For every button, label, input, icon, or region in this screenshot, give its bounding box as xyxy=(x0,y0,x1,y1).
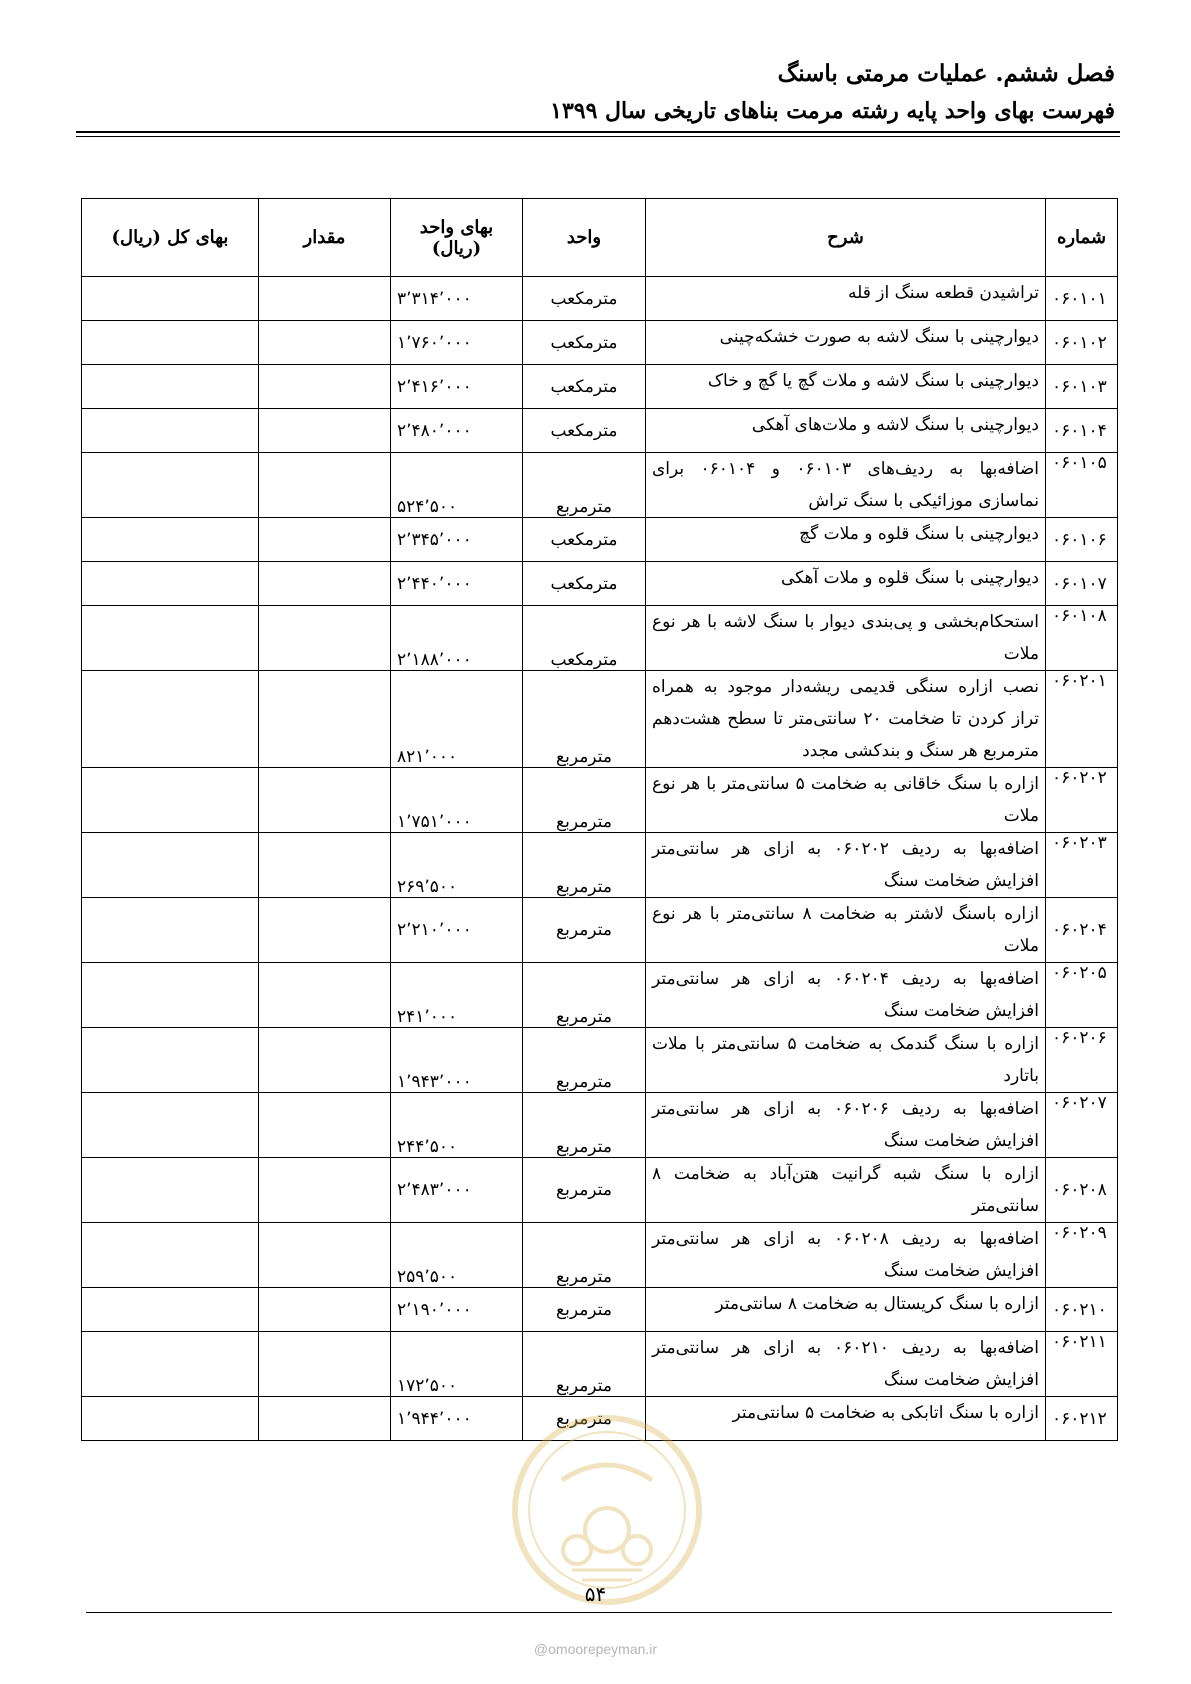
row-number: ۰۶۰۱۰۵ xyxy=(1046,453,1118,518)
row-unit-price: ۵۲۴٬۵۰۰ xyxy=(391,453,523,518)
table-row xyxy=(82,453,1118,518)
row-description: اضافه‌بها به ردیف ۰۶۰۲۱۰ به ازای هر سانتی‌متر افزایش ضخامت سنگ xyxy=(646,1332,1046,1397)
row-description: ازاره باسنگ لاشتر به ضخامت ۸ سانتی‌متر با هر نوع ملات xyxy=(646,898,1046,963)
row-unit-price: ۲۶۹٬۵۰۰ xyxy=(391,833,523,898)
row-total xyxy=(82,321,259,365)
row-unit: مترمکعب xyxy=(523,277,646,321)
table-row xyxy=(82,1288,1118,1332)
row-quantity xyxy=(259,1028,391,1093)
row-description: ازاره با سنگ شبه گرانیت هتن‌آباد به ضخامت ۸ سانتی‌متر xyxy=(646,1158,1046,1223)
row-description: ازاره با سنگ خاقانی به ضخامت ۵ سانتی‌متر با هر نوع ملات xyxy=(646,768,1046,833)
row-unit: مترمربع xyxy=(523,1158,646,1223)
row-number: ۰۶۰۱۰۲ xyxy=(1046,321,1118,365)
table-row xyxy=(82,277,1118,321)
row-quantity xyxy=(259,963,391,1028)
row-description: اضافه‌بها به ردیف ۰۶۰۲۰۸ به ازای هر سانتی‌متر افزایش ضخامت سنگ xyxy=(646,1223,1046,1288)
row-unit: مترمربع xyxy=(523,453,646,518)
row-total xyxy=(82,1397,259,1441)
row-total xyxy=(82,409,259,453)
header-unit: واحد xyxy=(523,199,646,277)
row-total xyxy=(82,898,259,963)
table-row xyxy=(82,1397,1118,1441)
chapter-title: فصل ششم. عملیات مرمتی باسنگ xyxy=(777,60,1115,87)
table-row xyxy=(82,1158,1118,1223)
row-unit-price: ۲٬۴۸۳٬۰۰۰ xyxy=(391,1158,523,1223)
document-subtitle: فهرست بهای واحد پایه رشته مرمت بناهای تاریخی سال ۱۳۹۹ xyxy=(550,98,1115,124)
row-number: ۰۶۰۱۰۸ xyxy=(1046,606,1118,671)
row-total xyxy=(82,1288,259,1332)
row-unit-price: ۸۲۱٬۰۰۰ xyxy=(391,671,523,768)
row-total xyxy=(82,453,259,518)
row-unit: مترمربع xyxy=(523,963,646,1028)
table-row xyxy=(82,833,1118,898)
row-quantity xyxy=(259,453,391,518)
row-quantity xyxy=(259,321,391,365)
header-description: شرح xyxy=(646,199,1046,277)
row-unit: مترمربع xyxy=(523,1288,646,1332)
row-description: دیوارچینی با سنگ قلوه و ملات آهکی xyxy=(646,562,1046,606)
row-description: اضافه‌بها به ردیف ۰۶۰۲۰۶ به ازای هر سانتی‌متر افزایش ضخامت سنگ xyxy=(646,1093,1046,1158)
row-number: ۰۶۰۲۰۳ xyxy=(1046,833,1118,898)
row-unit-price: ۲٬۴۸۰٬۰۰۰ xyxy=(391,409,523,453)
row-quantity xyxy=(259,409,391,453)
row-unit: مترمربع xyxy=(523,768,646,833)
row-total xyxy=(82,833,259,898)
table-row xyxy=(82,1223,1118,1288)
table-row xyxy=(82,409,1118,453)
row-unit: مترمکعب xyxy=(523,518,646,562)
table-row xyxy=(82,1028,1118,1093)
row-unit-price: ۲٬۱۹۰٬۰۰۰ xyxy=(391,1288,523,1332)
row-unit-price: ۱۷۲٬۵۰۰ xyxy=(391,1332,523,1397)
row-quantity xyxy=(259,1093,391,1158)
row-description: اضافه‌بها به ردیف ۰۶۰۲۰۲ به ازای هر سانتی‌متر افزایش ضخامت سنگ xyxy=(646,833,1046,898)
price-list-table xyxy=(81,198,1118,1441)
row-description: تراشیدن قطعه سنگ از قله xyxy=(646,277,1046,321)
row-unit: مترمربع xyxy=(523,1028,646,1093)
row-quantity xyxy=(259,365,391,409)
row-number: ۰۶۰۱۰۴ xyxy=(1046,409,1118,453)
row-total xyxy=(82,963,259,1028)
row-unit-price: ۱٬۷۵۱٬۰۰۰ xyxy=(391,768,523,833)
table-body xyxy=(82,277,1118,1441)
row-unit-price: ۲۴۱٬۰۰۰ xyxy=(391,963,523,1028)
row-total xyxy=(82,277,259,321)
row-number: ۰۶۰۲۱۲ xyxy=(1046,1397,1118,1441)
row-description: دیوارچینی با سنگ لاشه و ملات‌های آهکی xyxy=(646,409,1046,453)
row-number: ۰۶۰۲۰۱ xyxy=(1046,671,1118,768)
row-description: ازاره با سنگ کریستال به ضخامت ۸ سانتی‌متر xyxy=(646,1288,1046,1332)
row-number: ۰۶۰۲۰۷ xyxy=(1046,1093,1118,1158)
row-quantity xyxy=(259,1158,391,1223)
table-row xyxy=(82,606,1118,671)
row-total xyxy=(82,606,259,671)
row-unit-price: ۲٬۲۱۰٬۰۰۰ xyxy=(391,898,523,963)
row-unit: مترمکعب xyxy=(523,562,646,606)
row-unit: مترمکعب xyxy=(523,606,646,671)
row-number: ۰۶۰۲۱۱ xyxy=(1046,1332,1118,1397)
row-number: ۰۶۰۲۰۲ xyxy=(1046,768,1118,833)
row-number: ۰۶۰۲۰۵ xyxy=(1046,963,1118,1028)
row-unit-price: ۲۵۹٬۵۰۰ xyxy=(391,1223,523,1288)
row-total xyxy=(82,365,259,409)
row-total xyxy=(82,1332,259,1397)
row-unit-price: ۲٬۴۱۶٬۰۰۰ xyxy=(391,365,523,409)
row-total xyxy=(82,562,259,606)
table-row xyxy=(82,898,1118,963)
row-quantity xyxy=(259,277,391,321)
table-row xyxy=(82,518,1118,562)
row-quantity xyxy=(259,1288,391,1332)
row-unit: مترمکعب xyxy=(523,321,646,365)
row-description: دیوارچینی با سنگ لاشه و ملات گچ یا گچ و خاک xyxy=(646,365,1046,409)
row-number: ۰۶۰۲۰۴ xyxy=(1046,898,1118,963)
table-row xyxy=(82,768,1118,833)
row-unit-price: ۲٬۴۴۰٬۰۰۰ xyxy=(391,562,523,606)
row-quantity xyxy=(259,833,391,898)
row-unit: مترمربع xyxy=(523,671,646,768)
row-unit: مترمربع xyxy=(523,1093,646,1158)
row-total xyxy=(82,1158,259,1223)
row-description: دیوارچینی با سنگ لاشه به صورت خشکه‌چینی xyxy=(646,321,1046,365)
row-unit-price: ۳٬۳۱۴٬۰۰۰ xyxy=(391,277,523,321)
row-unit-price: ۲۴۴٬۵۰۰ xyxy=(391,1093,523,1158)
page-number: ۵۴ xyxy=(584,1582,607,1606)
row-total xyxy=(82,671,259,768)
footer-rule xyxy=(86,1612,1112,1613)
table-row xyxy=(82,321,1118,365)
row-quantity xyxy=(259,671,391,768)
header-number: شماره xyxy=(1046,199,1118,277)
row-total xyxy=(82,518,259,562)
row-quantity xyxy=(259,768,391,833)
row-number: ۰۶۰۱۰۱ xyxy=(1046,277,1118,321)
row-number: ۰۶۰۱۰۶ xyxy=(1046,518,1118,562)
row-total xyxy=(82,1223,259,1288)
row-total xyxy=(82,768,259,833)
website-watermark: @omoorepeyman.ir xyxy=(533,1641,658,1657)
row-quantity xyxy=(259,518,391,562)
header-unit-price: بهای واحد (ریال) xyxy=(391,199,523,277)
row-quantity xyxy=(259,562,391,606)
row-quantity xyxy=(259,898,391,963)
table-row xyxy=(82,671,1118,768)
row-quantity xyxy=(259,1332,391,1397)
table-row xyxy=(82,1332,1118,1397)
row-unit-price: ۱٬۷۶۰٬۰۰۰ xyxy=(391,321,523,365)
row-description: ازاره با سنگ اتابکی به ضخامت ۵ سانتی‌متر xyxy=(646,1397,1046,1441)
row-description: نصب ازاره سنگی قدیمی ریشه‌دار موجود به همراه تراز کردن تا ضخامت ۲۰ سانتی‌متر تا سطح هشت‌دهم مترمربع هر سنگ و بندکشی مجدد xyxy=(646,671,1046,768)
row-description: دیوارچینی با سنگ قلوه و ملات گچ xyxy=(646,518,1046,562)
row-quantity xyxy=(259,1397,391,1441)
row-total xyxy=(82,1028,259,1093)
row-unit: مترمربع xyxy=(523,1223,646,1288)
row-unit: مترمربع xyxy=(523,898,646,963)
row-unit-price: ۱٬۹۴۴٬۰۰۰ xyxy=(391,1397,523,1441)
row-number: ۰۶۰۲۰۸ xyxy=(1046,1158,1118,1223)
row-unit: مترمکعب xyxy=(523,365,646,409)
header-rule-thick xyxy=(76,131,1120,133)
row-number: ۰۶۰۲۰۹ xyxy=(1046,1223,1118,1288)
header-total: بهای کل (ریال) xyxy=(82,199,259,277)
row-unit-price: ۱٬۹۴۳٬۰۰۰ xyxy=(391,1028,523,1093)
row-unit: مترمربع xyxy=(523,833,646,898)
row-unit: مترمربع xyxy=(523,1397,646,1441)
row-number: ۰۶۰۱۰۷ xyxy=(1046,562,1118,606)
row-total xyxy=(82,1093,259,1158)
row-quantity xyxy=(259,1223,391,1288)
table-header-row xyxy=(82,199,1118,277)
row-description: استحکام‌بخشی و پی‌بندی دیوار با سنگ لاشه با هر نوع ملات xyxy=(646,606,1046,671)
row-description: اضافه‌بها به ردیف‌های ۰۶۰۱۰۳ و ۰۶۰۱۰۴ برای نماسازی موزائیکی با سنگ تراش xyxy=(646,453,1046,518)
row-unit: مترمکعب xyxy=(523,409,646,453)
table-row xyxy=(82,562,1118,606)
row-number: ۰۶۰۲۰۶ xyxy=(1046,1028,1118,1093)
header-rule-thin xyxy=(76,136,1120,137)
row-description: ازاره با سنگ گندمک به ضخامت ۵ سانتی‌متر با ملات باتارد xyxy=(646,1028,1046,1093)
table-row xyxy=(82,1093,1118,1158)
row-unit-price: ۲٬۳۴۵٬۰۰۰ xyxy=(391,518,523,562)
table-row xyxy=(82,963,1118,1028)
row-quantity xyxy=(259,606,391,671)
table-row xyxy=(82,365,1118,409)
header-quantity: مقدار xyxy=(259,199,391,277)
row-description: اضافه‌بها به ردیف ۰۶۰۲۰۴ به ازای هر سانتی‌متر افزایش ضخامت سنگ xyxy=(646,963,1046,1028)
row-number: ۰۶۰۲۱۰ xyxy=(1046,1288,1118,1332)
row-unit: مترمربع xyxy=(523,1332,646,1397)
row-number: ۰۶۰۱۰۳ xyxy=(1046,365,1118,409)
row-unit-price: ۲٬۱۸۸٬۰۰۰ xyxy=(391,606,523,671)
